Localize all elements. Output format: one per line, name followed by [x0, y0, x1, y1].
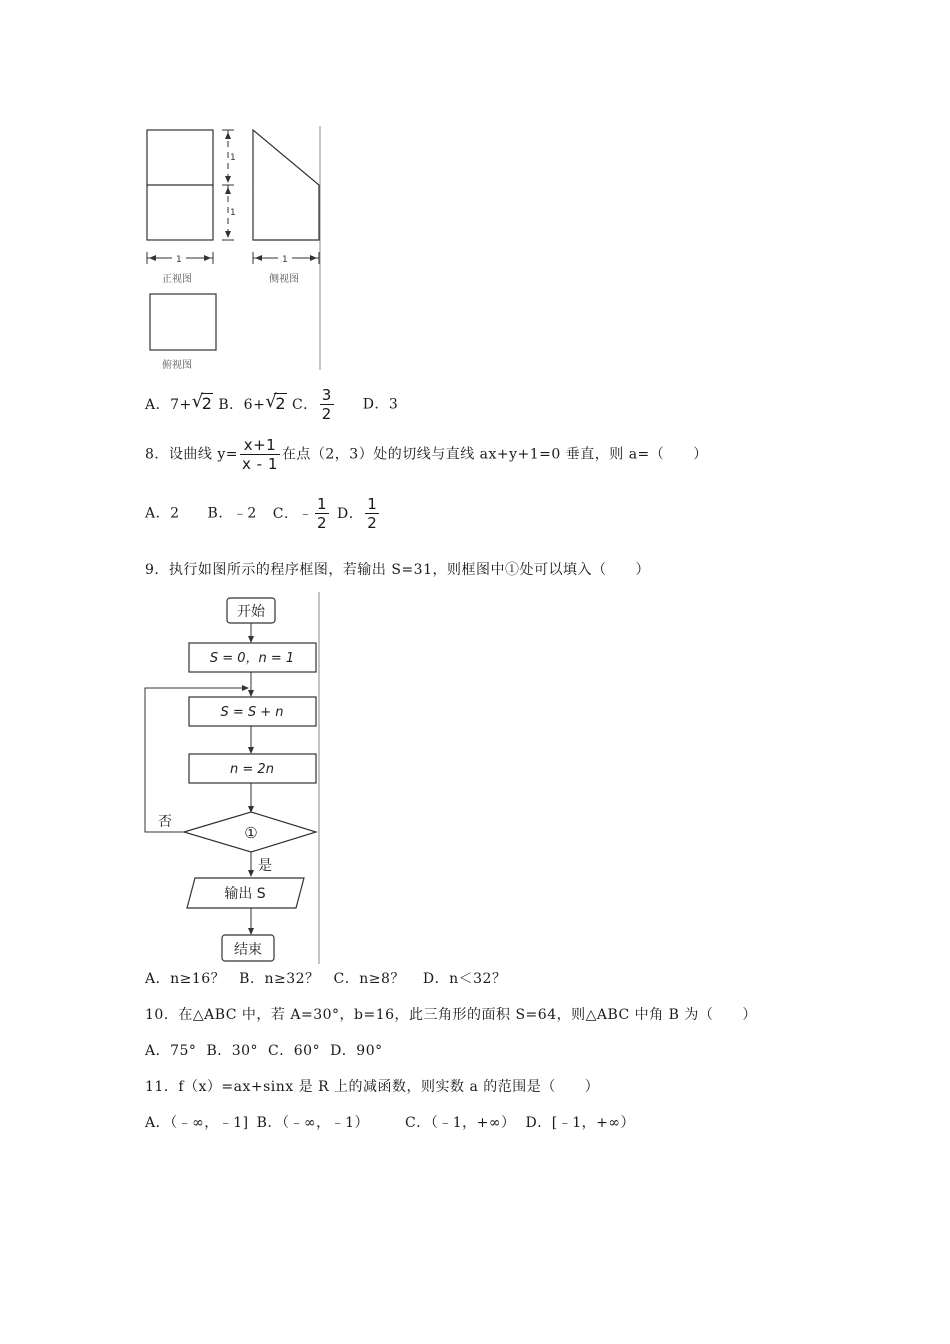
q9-option-a: A．n≥16？: [145, 971, 226, 987]
q7-options: [145, 386, 398, 423]
q11-option-a: A．（﹣∞，﹣1]: [145, 1115, 249, 1131]
flow-no-label: 否: [158, 814, 172, 830]
flow-step-sum-label: S = S + n: [220, 705, 284, 720]
q8-option-d: D． $\frac{1}{2}$: [337, 495, 378, 532]
flowchart: [140, 590, 330, 966]
q7-option-d: D．3: [362, 396, 399, 413]
label-top-view: 俯视图: [162, 360, 192, 371]
question-9: 9．执行如图所示的程序框图，若输出 S=31，则框图中①处可以填入（ ）: [145, 562, 650, 578]
q8-option-a: A．2: [145, 505, 180, 522]
side-view: [253, 130, 319, 240]
dim-right-top: 1: [230, 153, 236, 163]
q9-option-b: B．n≥32？: [239, 971, 320, 987]
q11-options: [145, 1112, 635, 1132]
q9-option-d: D．n＜32？: [422, 971, 507, 987]
q7-option-c: C． $\frac{3}{2}$: [291, 386, 332, 423]
top-view: [150, 294, 216, 350]
q11-option-d: D．[﹣1，+∞）: [525, 1115, 636, 1131]
q10-option-b: B．30°: [206, 1043, 259, 1059]
q11-option-b: B．（﹣∞，﹣1）: [256, 1115, 370, 1131]
flow-decision-label: ①: [244, 824, 258, 842]
q9-option-c: C．n≥8？: [333, 971, 405, 987]
q11-option-c: C．（﹣1，+∞）: [405, 1115, 516, 1131]
sqrt-symbol: √ 2: [191, 390, 213, 413]
q7-option-b: B．6+ √ 2: [218, 390, 287, 413]
q10-options: [145, 1040, 383, 1060]
fraction: $\frac{3}{2}$: [321, 386, 332, 423]
q10-option-c: C．60°: [268, 1043, 321, 1059]
q10-option-d: D．90°: [330, 1043, 383, 1059]
dim-front-width: 1: [176, 255, 182, 265]
label-front-view: 正视图: [162, 274, 192, 285]
three-view-figure: [140, 122, 330, 374]
q9-options: [145, 968, 506, 988]
flow-yes-label: 是: [258, 858, 272, 874]
q10-option-a: A．75°: [145, 1043, 197, 1059]
flow-init-label: S = 0，n = 1: [209, 651, 295, 666]
fraction: $\frac{1}{2}$: [316, 495, 327, 532]
dim-right-bottom: 1: [230, 208, 236, 218]
label-side-view: 侧视图: [269, 274, 299, 285]
flow-start-label: 开始: [237, 604, 265, 620]
question-8: 8．设曲线 y= $\frac{x+1}{x - 1}$ 在点（2，3）处的切线与直线 ax+y+1=0 垂直，则 a=（ ）: [145, 436, 708, 473]
flow-step-double-label: n = 2n: [230, 762, 274, 777]
q8-option-c: C．﹣ $\frac{1}{2}$: [272, 495, 327, 532]
q7-option-a: A．7+ √ 2: [145, 390, 213, 413]
question-10: 10．在△ABC 中，若 A=30°，b=16，此三角形的面积 S=64，则△ABC 中角 B 为（ ）: [145, 1007, 757, 1023]
question-11: 11．f（x）=ax+sinx 是 R 上的减函数，则实数 a 的范围是（ ）: [145, 1079, 600, 1095]
dim-side-width: 1: [282, 255, 288, 265]
flow-output-label: 输出 S: [224, 886, 266, 902]
fraction: $\frac{x+1}{x - 1}$: [242, 436, 278, 473]
sqrt-symbol: √ 2: [265, 390, 287, 413]
q8-options: [145, 495, 381, 532]
q8-option-b: B．﹣2: [207, 505, 257, 522]
fraction: $\frac{1}{2}$: [367, 495, 378, 532]
flow-end-label: 结束: [234, 942, 262, 958]
